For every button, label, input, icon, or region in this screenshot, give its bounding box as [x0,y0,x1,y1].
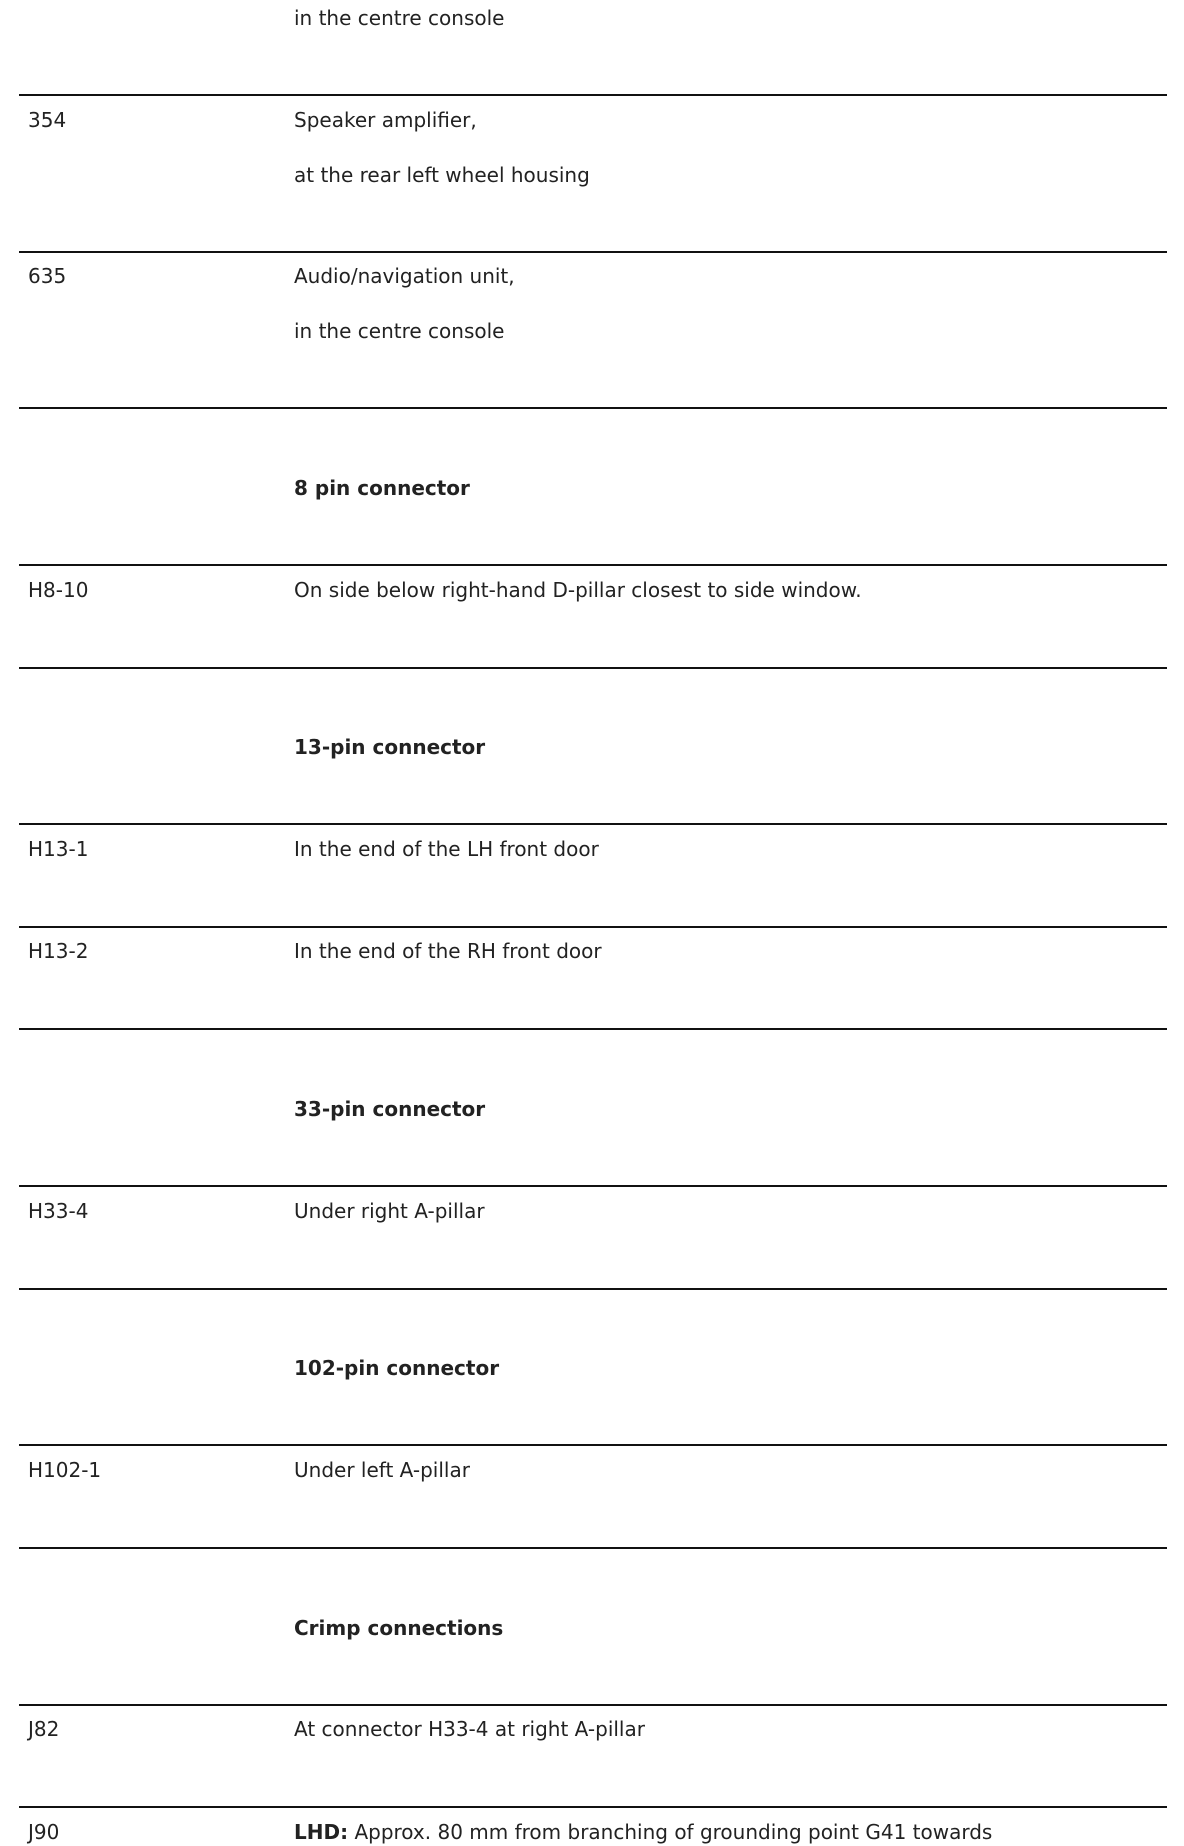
section-heading-crimp: Crimp connections [294,1616,504,1640]
row-1-code: 354 [28,108,67,132]
row-7-code: H13-2 [28,939,89,963]
row-14-code: J90 [28,1820,60,1844]
row-2-desc-line-0: Audio/navigation unit, [294,264,515,288]
row-6-desc-line-0: In the end of the LH front door [294,837,599,861]
row-1-desc-line-0: Speaker amplifier, [294,108,477,132]
row-14-desc-line-0: Approx. 80 mm from branching of grounding point G41 towards [348,1820,993,1844]
row-divider [19,251,1167,253]
section-heading-13-pin: 13-pin connector [294,735,486,759]
row-divider [19,407,1167,409]
section-heading-33-pin: 33-pin connector [294,1097,486,1121]
row-divider [19,94,1167,96]
row-divider [19,1704,1167,1706]
row-2-desc-line-1: in the centre console [294,319,505,343]
row-divider [19,1288,1167,1290]
row-divider [19,1028,1167,1030]
row-divider [19,823,1167,825]
row-divider [19,926,1167,928]
row-9-desc-line-0: Under right A-pillar [294,1199,485,1223]
row-14-prefix: LHD: [294,1820,349,1844]
section-heading-102-pin: 102-pin connector [294,1356,500,1380]
row-divider [19,667,1167,669]
row-14-desc [294,1820,992,1844]
row-11-desc-line-0: Under left A-pillar [294,1458,470,1482]
row-divider [19,1547,1167,1549]
row-divider [19,1806,1167,1808]
row-4-code: H8-10 [28,578,89,602]
row-9-code: H33-4 [28,1199,89,1223]
row-13-code: J82 [28,1717,60,1741]
row-0-desc-line-0: in the centre console [294,6,505,30]
row-divider [19,564,1167,566]
row-11-code: H102-1 [28,1458,102,1482]
row-4-desc-line-0: On side below right-hand D-pillar closest to side window. [294,578,862,602]
row-13-desc-line-0: At connector H33-4 at right A-pillar [294,1717,645,1741]
row-divider [19,1185,1167,1187]
row-6-code: H13-1 [28,837,89,861]
section-heading-8-pin: 8 pin connector [294,476,470,500]
row-1-desc-line-1: at the rear left wheel housing [294,163,590,187]
row-divider [19,1444,1167,1446]
row-7-desc-line-0: In the end of the RH front door [294,939,602,963]
row-2-code: 635 [28,264,67,288]
